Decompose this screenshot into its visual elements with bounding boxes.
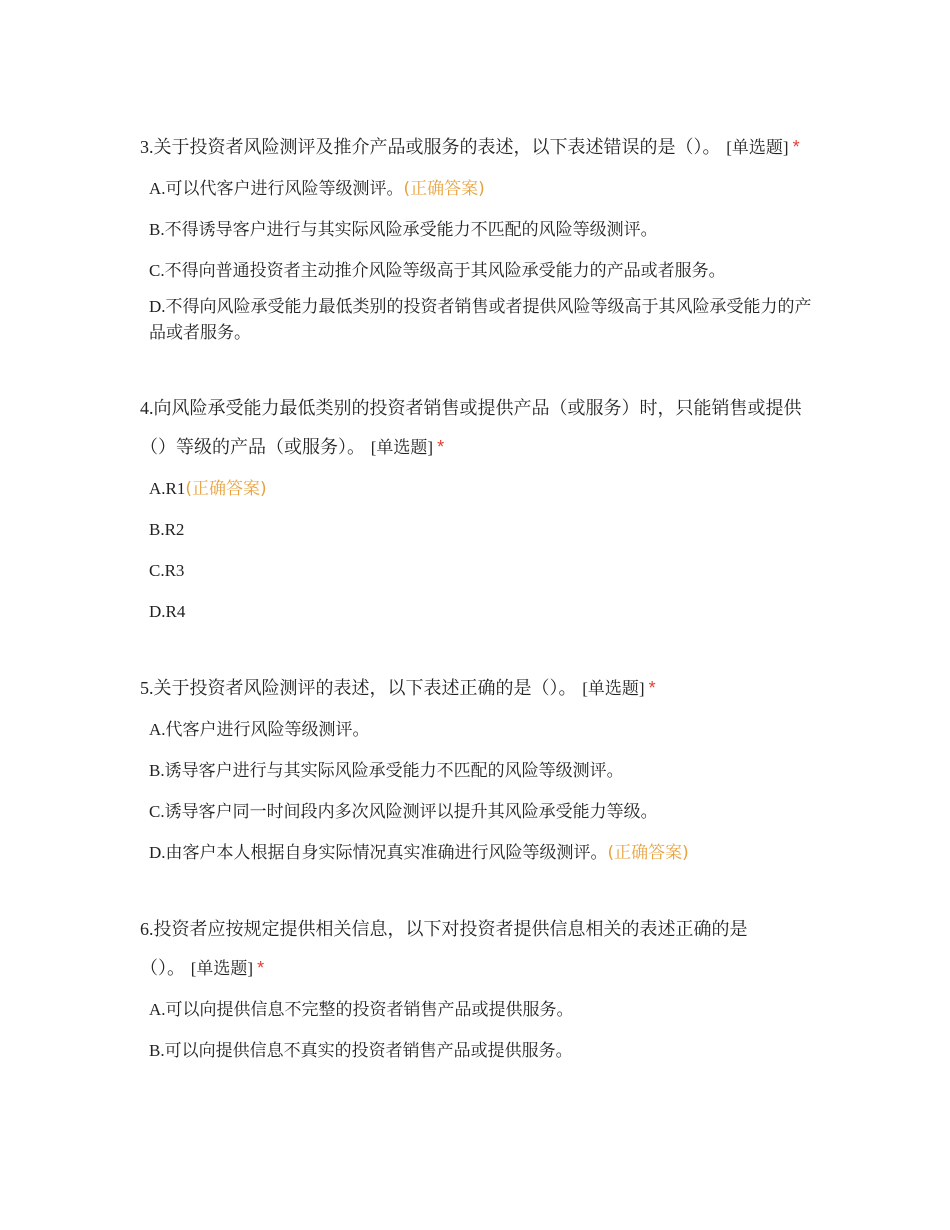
option-d[interactable] (149, 592, 820, 633)
question-type-tag: [单选题] (726, 138, 789, 157)
option-b[interactable] (149, 210, 820, 251)
option-letter: B. (149, 520, 165, 539)
option-text: 可以向提供信息不真实的投资者销售产品或提供服务。 (164, 1041, 573, 1061)
question-6 (140, 910, 820, 1072)
question-title (140, 389, 820, 467)
option-c[interactable] (149, 792, 820, 833)
option-b[interactable] (149, 1031, 820, 1072)
option-c[interactable] (149, 251, 820, 292)
option-text: 不得向普通投资者主动推介风险等级高于其风险承受能力的产品或者服务。 (164, 261, 726, 281)
correct-answer-label: (正确答案) (607, 843, 689, 863)
option-letter: B. (149, 1041, 165, 1060)
option-letter: B. (149, 761, 165, 780)
option-text: 可以代客户进行风险等级测评。 (165, 179, 404, 199)
option-letter: A. (149, 179, 166, 198)
question-text: 向风险承受能力最低类别的投资者销售或提供产品（或服务）时，只能销售或提供（）等级的产品（或服务）。 (140, 398, 802, 458)
option-text: 可以向提供信息不完整的投资者销售产品或提供服务。 (165, 1000, 574, 1020)
correct-answer-label: (正确答案) (185, 479, 267, 499)
required-marker: * (792, 137, 800, 157)
option-text: 由客户本人根据自身实际情况真实准确进行风险等级测评。 (165, 843, 608, 863)
option-d[interactable] (149, 292, 820, 353)
option-text: 诱导客户同一时间段内多次风险测评以提升其风险承受能力等级。 (164, 802, 658, 822)
option-a[interactable] (149, 169, 820, 210)
option-a[interactable] (149, 710, 820, 751)
question-number: 4. (140, 398, 154, 418)
option-letter: B. (149, 220, 165, 239)
option-list (140, 469, 820, 633)
question-3 (140, 128, 820, 353)
question-4 (140, 389, 820, 633)
question-number: 6. (140, 919, 154, 939)
required-marker: * (437, 437, 445, 457)
question-number: 5. (140, 678, 154, 698)
option-text: R3 (164, 561, 185, 580)
option-letter: D. (149, 602, 166, 621)
option-text: 不得向风险承受能力最低类别的投资者销售或者提供风险等级高于其风险承受能力的产品或者服务。 (149, 297, 812, 343)
question-text: 关于投资者风险测评的表述，以下表述正确的是（）。 (153, 678, 577, 699)
option-letter: A. (149, 479, 166, 498)
option-letter: D. (149, 297, 166, 316)
option-letter: A. (149, 1000, 166, 1019)
option-a[interactable] (149, 469, 820, 510)
option-b[interactable] (149, 751, 820, 792)
option-list (140, 169, 820, 353)
option-text: R1 (165, 479, 186, 498)
question-type-tag: [单选题] (370, 438, 434, 457)
required-marker: * (257, 958, 265, 978)
option-text: 诱导客户进行与其实际风险承受能力不匹配的风险等级测评。 (164, 761, 624, 781)
option-letter: C. (149, 261, 165, 280)
option-list (140, 990, 820, 1072)
option-letter: A. (149, 720, 166, 739)
option-text: R2 (164, 520, 185, 539)
option-list (140, 710, 820, 874)
question-number: 3. (140, 137, 154, 157)
question-title (140, 669, 820, 708)
question-5 (140, 669, 820, 874)
option-d[interactable] (149, 833, 820, 874)
question-text: 投资者应按规定提供相关信息，以下对投资者提供信息相关的表述正确的是（）。 (140, 919, 748, 979)
question-type-tag: [单选题] (190, 959, 254, 978)
option-b[interactable] (149, 510, 820, 551)
option-text: R4 (165, 602, 186, 621)
quiz-page (140, 128, 820, 1102)
required-marker: * (648, 678, 656, 698)
question-type-tag: [单选题] (582, 679, 645, 698)
option-text: 代客户进行风险等级测评。 (165, 720, 370, 740)
option-c[interactable] (149, 551, 820, 592)
option-letter: C. (149, 802, 165, 821)
option-text: 不得诱导客户进行与其实际风险承受能力不匹配的风险等级测评。 (164, 220, 658, 240)
question-text: 关于投资者风险测评及推介产品或服务的表述，以下表述错误的是（）。 (153, 137, 721, 158)
question-title (140, 128, 820, 167)
correct-answer-label: (正确答案) (403, 179, 485, 199)
question-title (140, 910, 820, 988)
option-letter: C. (149, 561, 165, 580)
option-a[interactable] (149, 990, 820, 1031)
option-letter: D. (149, 843, 166, 862)
